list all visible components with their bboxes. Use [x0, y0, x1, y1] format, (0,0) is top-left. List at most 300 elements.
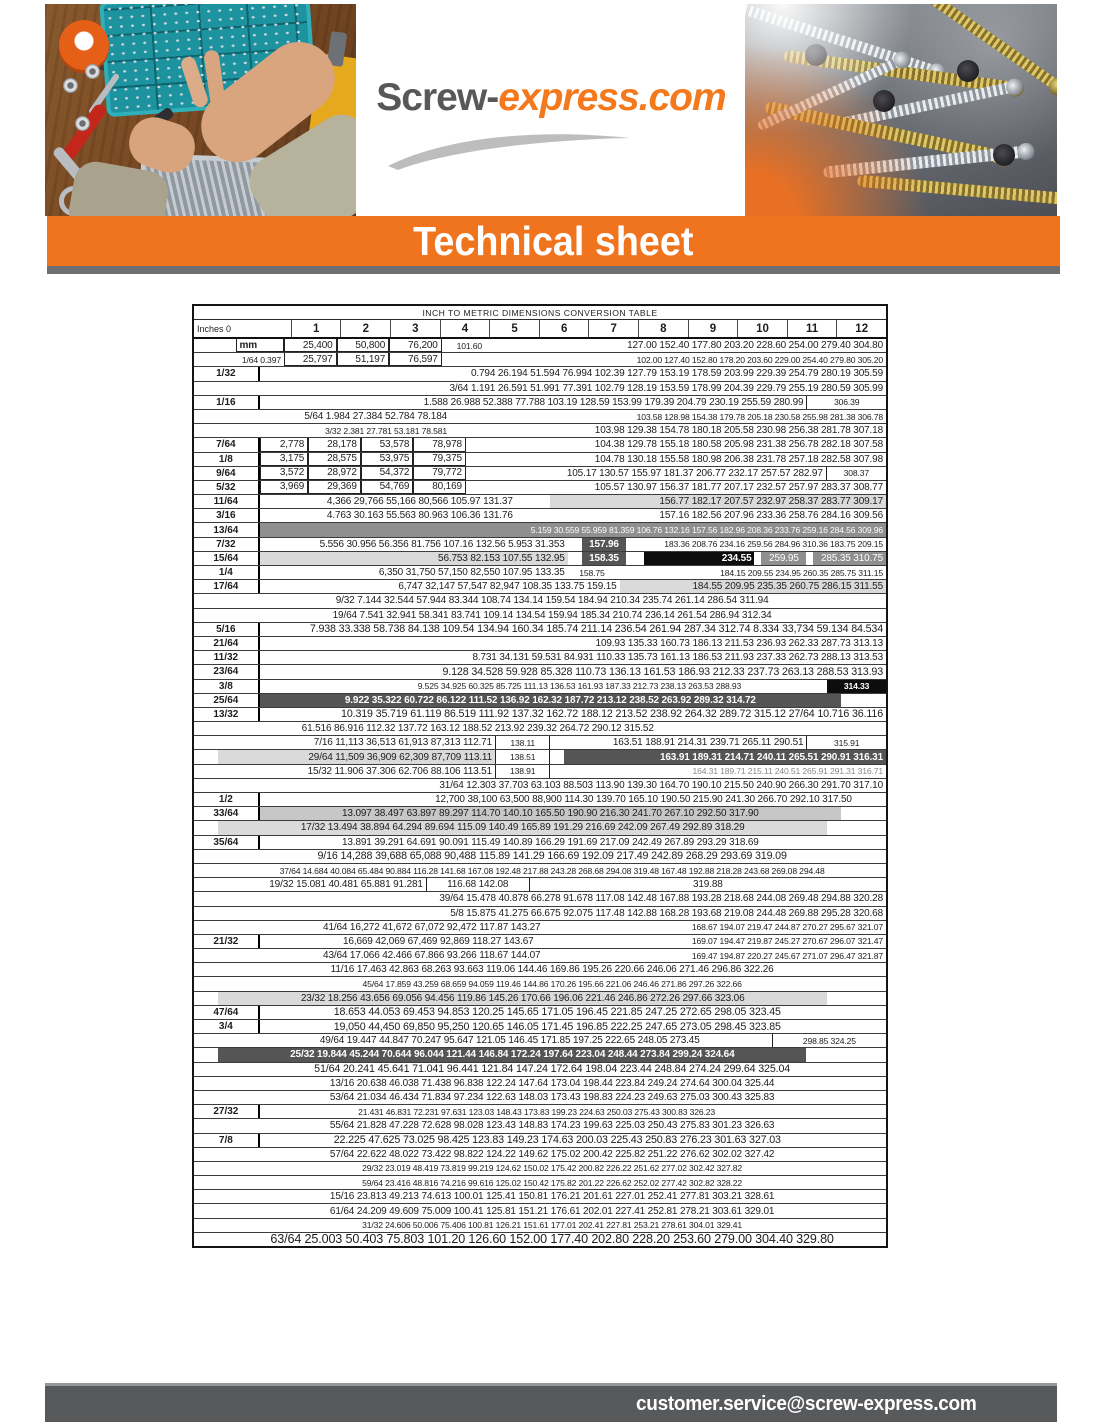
table-row: [194, 481, 886, 495]
row-values: 234.55: [644, 552, 755, 565]
row-values: 80,169: [413, 481, 466, 494]
washer-decor: [85, 64, 100, 79]
table-row: [194, 907, 886, 921]
row-label: 7/32: [194, 538, 260, 551]
row-values: 169.07 194.47 219.87 245.27 270.67 296.07 321.47: [691, 936, 883, 947]
row-indent: [194, 750, 218, 763]
table-row: [194, 623, 886, 637]
row-values: 101.60: [456, 340, 483, 351]
row-values: 3,572: [260, 467, 308, 480]
table-row: [194, 977, 886, 991]
row-values: [516, 495, 551, 508]
row-values: 104.78 130.18 155.58 180.98 206.38 231.78 257.18 282.58 307.98: [594, 453, 883, 465]
row-values: 54,372: [361, 467, 414, 480]
row-label: 1/4: [194, 566, 260, 579]
table-row: [194, 609, 886, 623]
row-values: 7/16 11,113 36,513 61,913 87,313 112.71: [313, 737, 493, 749]
row-label: 7/8: [194, 1134, 260, 1147]
row-values: 105.57 130.97 156.37 181.77 207.17 232.57 257.97 283.37 308.77: [594, 481, 883, 493]
row-values: 19,050 44,450 69,850 95,250 120.65 146.05 171.45 196.85 222.25 247.65 273.05 298.45 323.85: [333, 1020, 781, 1033]
table-row: [194, 1119, 886, 1133]
row-values: 9/16 14,288 39,688 65,088 90,488 115.89 141.29 166.69 192.09 217.49 242.89 268.29 293.69 319.09: [317, 850, 787, 863]
row-label: 13/64: [194, 523, 260, 536]
table-row: [194, 836, 886, 850]
row-values: [626, 552, 643, 565]
row-values: 8.731 34.131 59.531 84.931 110.33 135.73 161.13 186.53 211.93 237.33 262.73 288.13 313.53: [472, 652, 883, 664]
row-indent: [194, 1091, 218, 1104]
row-label: [194, 424, 236, 437]
row-values: mm: [236, 339, 284, 352]
row-indent: [194, 1063, 218, 1076]
screwdriver-handle-decor: [61, 102, 108, 162]
row-indent: [194, 1219, 218, 1232]
table-row: [194, 1077, 886, 1091]
row-values: [568, 538, 582, 551]
table-row: [194, 935, 886, 949]
row-label: 1/32: [194, 367, 260, 380]
row-values: 314.33: [827, 680, 886, 693]
washer-decor: [75, 116, 90, 131]
logo-swoosh-icon: [384, 122, 634, 170]
row-values: 5.159 30.559 55.959 81.359 106.76 132.16 157.56 182.96 208.36 233.76 259.16 284.56 309.96: [260, 523, 886, 536]
row-values: 11/16 17.463 42.863 68.263 93.663 119.06 144.46 169.86 195.26 220.66 246.06 271.46 296.86 322.26: [330, 964, 774, 976]
table-row: [194, 495, 886, 509]
column-header: 7: [588, 320, 638, 337]
column-header: 3: [390, 320, 440, 337]
row-values: 76,200: [389, 339, 442, 352]
row-label: 7/64: [194, 438, 260, 451]
row-values: [813, 1105, 886, 1118]
row-values: 50,800: [337, 339, 390, 352]
row-indent: [194, 963, 218, 976]
table-row: [194, 453, 886, 467]
table-row: [194, 992, 886, 1006]
row-values: 184.15 209.55 234.95 260.35 285.75 311.15: [720, 567, 883, 578]
row-values: 105.17 130.57 155.97 181.37 206.77 232.17 257.57 282.97: [566, 467, 823, 479]
row-values: 15/16 23.813 49.213 74.613 100.01 125.41 150.81 176.21 201.61 227.01 252.41 277.81 303.21 328.61: [329, 1191, 775, 1203]
row-values: 157.16 182.56 207.96 233.36 258.76 284.16 309.56: [659, 510, 883, 522]
row-values: 13.891 39.291 64.691 90.091 115.49 140.89 166.29 191.69 217.09 242.49 267.89 293.29 318.69: [342, 836, 759, 848]
conversion-table: [192, 304, 888, 1248]
washer-decor: [63, 78, 78, 93]
row-indent: [194, 1176, 218, 1189]
row-label: 21/64: [194, 637, 260, 650]
table-row: [194, 566, 886, 580]
table-row: [194, 949, 886, 963]
column-header: 1: [291, 320, 341, 337]
table-corner-label: Inches 0: [197, 323, 232, 334]
row-values: 5/64 1.984 27.384 52.784 78.184: [304, 411, 448, 423]
row-values: 0.794 26.194 51.594 76.994 102.39 127.79 153.19 178.59 203.99 229.39 254.79 280.19 305.59: [470, 368, 883, 380]
table-row: [194, 594, 886, 608]
row-label: 5/32: [194, 481, 260, 494]
column-header: 6: [539, 320, 589, 337]
row-label: 1/8: [194, 453, 260, 466]
table-row: [194, 1190, 886, 1204]
row-values: 1/64 0.397: [241, 354, 281, 365]
row-values: [806, 1048, 886, 1061]
row-values: 61.516 86.916 112.32 137.72 163.12 188.52 213.92 239.32 264.72 290.12 315.52: [301, 723, 654, 735]
row-indent: [194, 736, 218, 749]
row-values: 28,178: [308, 438, 361, 451]
row-indent: [194, 1190, 218, 1203]
column-header: 2: [340, 320, 390, 337]
row-values: 29,369: [308, 481, 361, 494]
table-row: [194, 1233, 886, 1246]
row-values: 169.47 194.87 220.27 245.67 271.07 296.47 321.87: [691, 950, 883, 961]
row-values: 79,772: [413, 467, 466, 480]
row-values: 61/64 24.209 49.609 75.009 100.41 125.81 151.21 176.61 202.01 227.41 252.81 278.21 303.61 329.01: [329, 1205, 775, 1217]
table-row: [194, 1176, 886, 1190]
row-values: 39/64 15.478 40.878 66.278 91.678 117.08 142.48 167.88 193.28 218.68 244.08 269.48 294.88 320.28: [439, 893, 883, 905]
logo-text-gray: Screw-: [376, 76, 499, 119]
row-values: 25/32 19.844 45.244 70.644 96.044 121.44 146.84 172.24 197.64 223.04 248.44 273.84 299.24 324.64: [218, 1048, 806, 1061]
table-row: [194, 1063, 886, 1077]
table-row: [194, 339, 886, 353]
table-row: [194, 793, 886, 807]
table-row: [194, 750, 886, 764]
row-values: 6,350 31,750 57,150 82,550 107.95 133.35: [378, 567, 565, 579]
row-label: 33/64: [194, 807, 260, 820]
row-indent: [194, 594, 218, 607]
row-values: 102.00 127.40 152.80 178.20 203.60 229.00 254.40 279.80 305.20: [636, 354, 883, 365]
table-row: [194, 353, 886, 367]
row-values: 285.35 310.75: [813, 552, 886, 565]
row-label: 9/64: [194, 467, 260, 480]
row-indent: [194, 1148, 218, 1161]
row-values: 51,197: [337, 353, 390, 366]
row-values: 45/64 17.859 43.259 68.659 94.059 119.46 144.86 170.26 195.66 221.06 246.46 271.86 297.26 322.66: [362, 979, 742, 990]
row-values: 41/64 16,272 41,672 67,072 92,472 117.87 143.27: [323, 921, 541, 933]
row-values: 156.77 182.17 207.57 232.97 258.37 283.77 309.17: [550, 495, 886, 508]
row-values: 9.128 34.528 59.928 85.328 110.73 136.13 161.53 186.93 212.33 237.73 263.13 288.53 313.93: [442, 665, 883, 678]
column-header: 12: [836, 320, 886, 337]
row-values: 13.097 38.497 63.897 89.297 114.70 140.10 165.50 190.90 216.30 241.70 267.10 292.50 317.90: [260, 807, 841, 820]
row-label: [194, 410, 236, 423]
table-row: [194, 722, 886, 736]
table-row: [194, 438, 886, 452]
row-values: 28,575: [308, 453, 361, 466]
row-values: [841, 694, 886, 707]
row-values: 163.91 189.31 214.71 240.11 265.51 290.91 316.31: [564, 750, 886, 763]
table-row: [194, 580, 886, 594]
row-values: 21.431 46.831 72.231 97.631 123.03 148.43 173.83 199.23 224.63 250.03 275.43 300.83 326.23: [358, 1106, 715, 1117]
row-indent: [194, 1204, 218, 1217]
table-row: [194, 736, 886, 750]
row-values: [855, 1020, 886, 1033]
row-values: 157.96: [582, 538, 627, 551]
header-band: [45, 4, 1057, 216]
row-label: 13/32: [194, 708, 260, 721]
row-values: 3/64 1.191 26.591 51.991 77.391 102.79 128.19 153.59 178.99 204.39 229.79 255.19 280.59 305.99: [449, 382, 883, 394]
row-label: 3/4: [194, 1020, 260, 1033]
table-row: [194, 921, 886, 935]
row-indent: [194, 949, 218, 962]
row-values: 184.55 209.95 235.35 260.75 286.15 311.55: [620, 580, 886, 593]
row-label: 17/64: [194, 580, 260, 593]
table-row: [194, 708, 886, 722]
row-values: 54,769: [361, 481, 414, 494]
row-values: 6,747 32,147 57,547 82,947 108.35 133.75 159.15: [398, 581, 617, 593]
row-values: 259.95: [761, 552, 806, 565]
table-row: [194, 509, 886, 523]
row-values: 49/64 19.447 44.847 70.247 95.647 121.05 146.45 171.85 197.25 222.65 248.05 273.45: [319, 1035, 700, 1047]
table-row: [194, 680, 886, 694]
row-values: 306.39: [806, 396, 886, 409]
row-values: 3/32 2.381 27.781 53.181 78.581: [325, 425, 448, 436]
row-indent: [194, 892, 218, 905]
row-indent: [194, 1034, 218, 1047]
row-values: 5.556 30.956 56.356 81.756 107.16 132.56 5.953 31.353: [319, 538, 565, 550]
table-row: [194, 1034, 886, 1048]
row-values: 1.588 26.988 52.388 77.788 103.19 128.59 153.99 179.39 204.79 230.19 255.59 280.99: [423, 396, 804, 408]
row-values: 16,669 42,069 67,469 92,869 118.27 143.67: [343, 935, 534, 947]
row-values: 109.93 135.33 160.73 186.13 211.53 236.93 262.33 287.73 313.13: [595, 638, 883, 650]
row-label: 47/64: [194, 1006, 260, 1019]
table-row: [194, 382, 886, 396]
row-values: 164.31 189.71 215.11 240.51 265.91 291.31 316.71: [692, 766, 883, 777]
table-row: [194, 538, 886, 552]
row-values: 138.51: [495, 750, 550, 763]
row-values: [855, 1134, 886, 1147]
table-row: [194, 637, 886, 651]
table-title: INCH TO METRIC DIMENSIONS CONVERSION TABLE: [194, 306, 886, 320]
row-values: [855, 793, 886, 806]
row-values: 56.753 82.153 107.55 132.95: [260, 552, 568, 565]
row-indent: [194, 722, 218, 735]
row-indent: [194, 921, 218, 934]
technical-sheet-banner: [47, 216, 1060, 266]
row-values: 17/32 13.494 38.894 64.294 89.694 115.09 140.49 165.89 191.29 216.69 242.09 267.49 292.89 318.29: [218, 821, 827, 834]
row-values: 9.922 35.322 60.722 86.122 111.52 136.92 162.32 187.72 213.12 238.52 263.92 289.32 314.72: [260, 694, 841, 707]
row-indent: [194, 609, 218, 622]
table-row: [194, 1048, 886, 1062]
row-indent: [194, 977, 218, 990]
row-values: 2,778: [260, 438, 308, 451]
row-values: 15/32 11.906 37.306 62.706 88.106 113.51: [307, 765, 493, 777]
row-values: 37/64 14.684 40.084 65.484 90.884 116.28 141.68 167.08 192.48 217.88 243.28 268.68 294.08 319.48 167.48 192.88 218.28 243.68 269.08 294.48: [279, 865, 825, 876]
row-label: 25/64: [194, 694, 260, 707]
row-values: 7.938 33.338 58.738 84.138 109.54 134.94 160.34 185.74 211.14 236.54 261.94 287.34 312.74 8.334 33,734 59.134 84.534: [309, 623, 883, 636]
row-values: 163.51 188.91 214.31 239.71 265.11 290.51: [612, 737, 804, 749]
row-label: 27/32: [194, 1105, 260, 1118]
row-indent: [194, 850, 218, 863]
row-values: 127.00 152.40 177.80 203.20 228.60 254.00 279.40 304.80: [627, 340, 883, 352]
row-values: 76,597: [389, 353, 442, 366]
table-row: [194, 694, 886, 708]
row-values: 3,969: [260, 481, 308, 494]
row-values: 63/64 25.003 50.403 75.803 101.20 126.60 152.00 177.40 202.80 228.20 253.60 279.00 304.40 329.80: [270, 1232, 834, 1246]
column-header: 8: [638, 320, 688, 337]
row-values: 53/64 21.034 46.434 71.834 97.234 122.63 148.03 173.43 198.83 224.23 249.63 275.03 300.43 325.83: [329, 1092, 775, 1104]
row-values: 79,375: [413, 453, 466, 466]
table-row: [194, 892, 886, 906]
row-values: 104.38 129.78 155.18 180.58 205.98 231.38 256.78 282.18 307.58: [594, 439, 883, 451]
row-values: 43/64 17.066 42.466 67.866 93.266 118.67 144.07: [323, 950, 541, 962]
row-indent: [194, 907, 218, 920]
table-row: [194, 1105, 886, 1119]
row-indent: [194, 878, 218, 891]
table-row: [194, 665, 886, 679]
row-values: 158.35: [582, 552, 627, 565]
row-label: 5/16: [194, 623, 260, 636]
table-row: [194, 1204, 886, 1218]
row-values: [744, 680, 827, 693]
row-indent: [194, 1162, 218, 1175]
row-label: 11/64: [194, 495, 260, 508]
row-indent: [194, 765, 218, 778]
row-values: [827, 992, 886, 1005]
row-values: 19/32 15.081 40.481 65.881 91.281: [269, 879, 423, 891]
table-row: [194, 367, 886, 381]
logo-area: [356, 4, 746, 216]
row-indent: [194, 1119, 218, 1132]
table-row: [194, 651, 886, 665]
table-row: [194, 424, 886, 438]
row-values: 103.58 128.98 154.38 179.78 205.18 230.58 255.98 281.38 306.78: [636, 411, 883, 422]
row-values: 51/64 20.241 45.641 71.041 96.441 121.84 147.24 172.64 198.04 223.44 248.84 274.24 299.64 325.04: [314, 1063, 791, 1076]
row-indent: [194, 821, 218, 834]
column-header: 5: [489, 320, 539, 337]
row-values: [550, 750, 564, 763]
row-values: 138.11: [495, 736, 550, 749]
brand-logo: [356, 76, 746, 120]
row-values: 29/32 23.019 48.419 73.819 99.219 124.62 150.02 175.42 200.82 226.22 251.62 277.02 302.42 327.82: [362, 1163, 743, 1174]
row-values: 116.68 142.08: [426, 878, 530, 891]
row-values: 298.85 324.25: [772, 1034, 886, 1047]
row-values: 158.75: [579, 567, 605, 578]
row-indent: [194, 864, 218, 877]
row-values: 5/8 15.875 41.275 66.675 92.075 117.48 142.88 168.28 193.68 219.08 244.48 269.88 295.28 320.68: [450, 907, 883, 919]
screws-photo: [745, 4, 1057, 216]
footer-bar: [45, 1383, 1057, 1422]
table-row: [194, 1162, 886, 1176]
table-row: [194, 765, 886, 779]
row-values: 4.763 30.163 55.563 80.963 106.36 131.76: [326, 510, 513, 522]
row-values: [827, 821, 886, 834]
table-row: [194, 878, 886, 892]
row-values: 315.91: [806, 736, 886, 749]
workbench-photo: [45, 4, 356, 216]
row-values: 4,366 29,766 55,166 80,566 105.97 131.37: [326, 496, 513, 508]
row-values: 78,978: [413, 438, 466, 451]
row-values: 55/64 21.828 47.228 72.628 98.028 123.43 148.83 174.23 199.63 225.03 250.43 275.83 301.23 326.63: [329, 1120, 775, 1132]
row-values: 23/32 18.256 43.656 69.056 94.456 119.86 145.26 170.66 196.06 221.46 246.86 272.26 297.66 323.06: [218, 992, 827, 1005]
row-values: 25,400: [284, 339, 337, 352]
row-values: 31/32 24.606 50.006 75.406 100.81 126.21 151.61 177.01 202.41 227.81 253.21 278.61 304.01 329.41: [362, 1220, 743, 1231]
row-values: 13/16 20.638 46.038 71.438 96.838 122.24 147.64 173.04 198.44 223.84 249.24 274.64 300.04 325.44: [329, 1077, 775, 1089]
row-values: [754, 552, 761, 565]
table-row: [194, 396, 886, 410]
column-header: 11: [787, 320, 837, 337]
logo-text-orange: express.com: [498, 76, 726, 119]
row-values: 53,578: [361, 438, 414, 451]
column-header: 10: [737, 320, 787, 337]
row-label: 23/64: [194, 665, 260, 678]
row-indent: [194, 779, 218, 792]
customer-service-email: customer.service@screw-express.com: [635, 1392, 977, 1415]
row-indent: [194, 1077, 218, 1090]
table-row: [194, 779, 886, 793]
row-values: 12,700 38,100 63,500 88,900 114.30 139.70 165.10 190.50 215.90 241.30 266.70 292.10 317.50: [435, 794, 852, 806]
row-values: 31/64 12.303 37.703 63.103 88.503 113.90 139.30 164.70 190.10 215.50 240.90 266.30 291.70 317.10: [439, 779, 883, 791]
row-label: 3/8: [194, 680, 260, 693]
row-values: 19/64 7.541 32.941 58.341 83.741 109.14 134.54 159.94 185.34 210.74 236.14 261.54 286.94 312.34: [332, 609, 772, 621]
row-label: 11/32: [194, 651, 260, 664]
row-values: 53,975: [361, 453, 414, 466]
row-values: [703, 1034, 772, 1047]
row-values: [841, 836, 886, 849]
row-label: [194, 353, 236, 366]
column-header: 9: [688, 320, 738, 337]
table-row: [194, 821, 886, 835]
column-header: 4: [440, 320, 490, 337]
tape-measure-decor: [59, 20, 109, 70]
table-row: [194, 1148, 886, 1162]
row-values: [568, 552, 582, 565]
row-indent: [194, 992, 218, 1005]
row-values: 3,175: [260, 453, 308, 466]
row-values: 25,797: [284, 353, 337, 366]
row-values: [806, 552, 813, 565]
row-values: 57/64 22.622 48.022 73.422 98.822 124.22 149.62 175.02 200.42 225.82 251.22 276.62 302.02 327.42: [329, 1148, 775, 1160]
table-header-row: [194, 320, 886, 339]
banner-underline-strip: [47, 266, 1060, 274]
table-row: [194, 807, 886, 821]
table-row: [194, 552, 886, 566]
table-row: [194, 1006, 886, 1020]
row-values: 22.225 47.625 73.025 98.425 123.83 149.23 174.63 200.03 225.43 250.83 276.23 301.63 327.03: [333, 1134, 781, 1147]
row-values: 168.67 194.07 219.47 244.87 270.27 295.67 321.07: [691, 922, 883, 933]
row-label: 35/64: [194, 836, 260, 849]
table-row: [194, 410, 886, 424]
table-row: [194, 1020, 886, 1034]
row-values: 308.37: [826, 467, 886, 480]
row-values: 59/64 23.416 48.816 74.216 99.616 125.02 150.42 175.82 201.22 226.62 252.02 277.42 302.82 328.22: [362, 1177, 743, 1188]
row-values: 138.91: [495, 765, 550, 778]
orange-fade-decor: [745, 4, 1057, 216]
table-row: [194, 1134, 886, 1148]
row-values: 9/32 7.144 32.544 57.944 83.344 108.74 134.14 159.54 184.94 210.34 235.74 261.14 286.54 311.94: [335, 595, 769, 607]
row-values: 10.319 35.719 61.119 86.519 111.92 137.32 162.72 188.12 213.52 238.92 264.32 289.72 315.12 27/64 10.716 36.116: [341, 708, 883, 721]
table-row: [194, 850, 886, 864]
table-body: [194, 339, 886, 1246]
table-row: [194, 963, 886, 977]
row-label: 1/16: [194, 396, 260, 409]
row-indent: [194, 1233, 218, 1246]
row-values: [626, 538, 643, 551]
row-values: [855, 1006, 886, 1019]
row-values: 28,972: [308, 467, 361, 480]
table-row: [194, 1219, 886, 1233]
table-row: [194, 467, 886, 481]
table-row: [194, 864, 886, 878]
row-values: [737, 722, 886, 735]
row-values: 319.88: [692, 879, 723, 891]
row-values: 103.98 129.38 154.78 180.18 205.58 230.98 256.38 281.78 307.18: [594, 425, 883, 437]
row-values: 9.525 34.925 60.325 85.725 111.13 136.53 161.93 187.33 212.73 238.13 263.53 288.93: [417, 681, 742, 692]
row-values: 183.36 208.76 234.16 259.56 284.96 310.36 183.75 209.15: [664, 539, 883, 550]
row-label: 21/32: [194, 935, 260, 948]
table-row: [194, 523, 886, 537]
row-values: [841, 807, 886, 820]
row-indent: [194, 1048, 218, 1061]
banner-title: Technical sheet: [413, 217, 694, 264]
row-label: 3/16: [194, 509, 260, 522]
row-label: 15/64: [194, 552, 260, 565]
row-values: 29/64 11,509 36,909 62,309 87,709 113.11: [218, 750, 495, 763]
table-row: [194, 1091, 886, 1105]
